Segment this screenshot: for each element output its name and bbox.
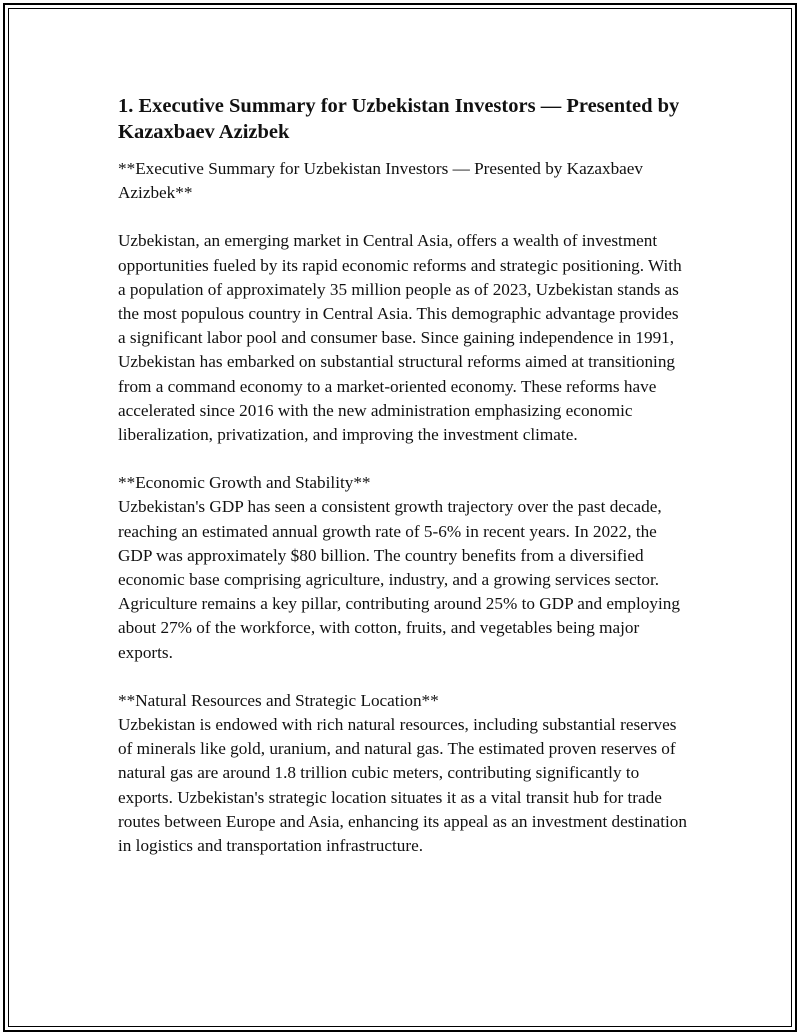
section-economic-growth — [118, 471, 690, 665]
intro-paragraph: Uzbekistan, an emerging market in Central Asia, offers a wealth of investment opportunities fueled by its rapid economic reforms and strategic positioning. With a population of approximately 35 million people as of 2023, Uzbekistan stands as the most populous country in Central Asia. This demographic advantage provides a significant labor pool and consumer base. Since gaining independence in 1991, Uzbekistan has embarked on substantial structural reforms aimed at transitioning from a command economy to a market-oriented economy. These reforms have accelerated since 2016 with the new administration emphasizing economic liberalization, privatization, and improving the investment climate. — [118, 231, 682, 445]
section-heading: **Economic Growth and Stability** — [118, 473, 371, 493]
section-body: Uzbekistan is endowed with rich natural resources, including substantial reserves of minerals like gold, uranium, and natural gas. The estimated proven reserves of natural gas are around 1.8 trillion cubic meters, contributing significantly to exports. Uzbekistan's strategic location situates it as a vital transit hub for trade routes between Europe and Asia, enhancing its appeal as an investment destination in logistics and transportation infrastructure. — [118, 715, 687, 856]
section-natural-resources — [118, 689, 690, 858]
document-heading: 1. Executive Summary for Uzbekistan Investors — Presented by Kazaxbaev Azizbek — [118, 95, 680, 143]
section-body: Uzbekistan's GDP has seen a consistent growth trajectory over the past decade, reaching an estimated annual growth rate of 5-6% in recent years. In 2022, the GDP was approximately $80 billion. The country benefits from a diversified economic base comprising agriculture, industry, and a growing services sector. Agriculture remains a key pillar, contributing around 25% to GDP and employing about 27% of the workforce, with cotton, fruits, and vegetables being major exports. — [118, 497, 680, 662]
document-body — [118, 93, 690, 858]
section-heading: **Natural Resources and Strategic Location** — [118, 690, 439, 710]
document-subtitle: **Executive Summary for Uzbekistan Investors — Presented by Kazaxbaev Azizbek** — [118, 159, 644, 203]
